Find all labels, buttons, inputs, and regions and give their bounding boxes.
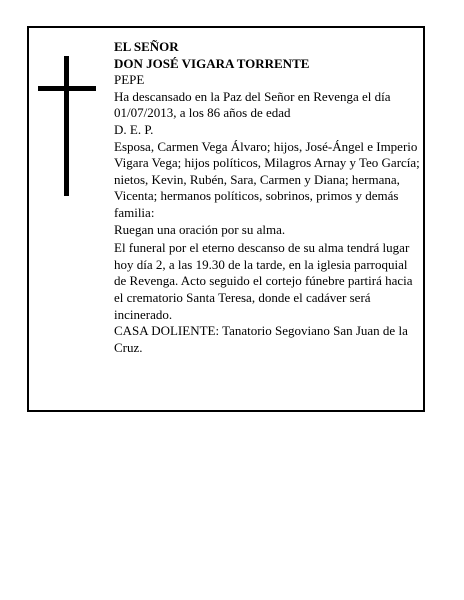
title-line-2: DON JOSÉ VIGARA TORRENTE [114,55,310,71]
dep-text: D. E. P. [114,121,154,137]
prayer-text: Ruegan una oración por su alma. [114,221,286,237]
title-line-1: EL SEÑOR [114,39,179,54]
funeral-text: El funeral por el eterno descanso de su alma tendrá lugar hoy día 2, a las 19.30 de la tarde, en la iglesia parroquial de Revenga. Acto seguido el cortejo fúnebre partirá hacia el crematorio Santa Teresa, donde el cadáver será incinerado. [114,240,413,322]
cross-vertical-bar [64,56,69,196]
cross-horizontal-bar [38,86,96,91]
family-text: Esposa, Carmen Vega Álvaro; hijos, José-Ángel e Imperio Vigara Vega; hijos políticos, Milagros Arnay y Teo García; nietos, Kevin, Rubén, Sara, Carmen y Diana; hermana, Vicenta; hermanos políticos, sobrinos, primos y demás familia: [114,138,420,220]
house-text: CASA DOLIENTE: Tanatorio Segoviano San Juan de la Cruz. [114,323,408,355]
notice-text [114,39,420,356]
death-text: Ha descansado en la Paz del Señor en Revenga el día 01/07/2013, a los 86 años de edad [114,88,391,121]
nickname: PEPE [114,72,145,88]
